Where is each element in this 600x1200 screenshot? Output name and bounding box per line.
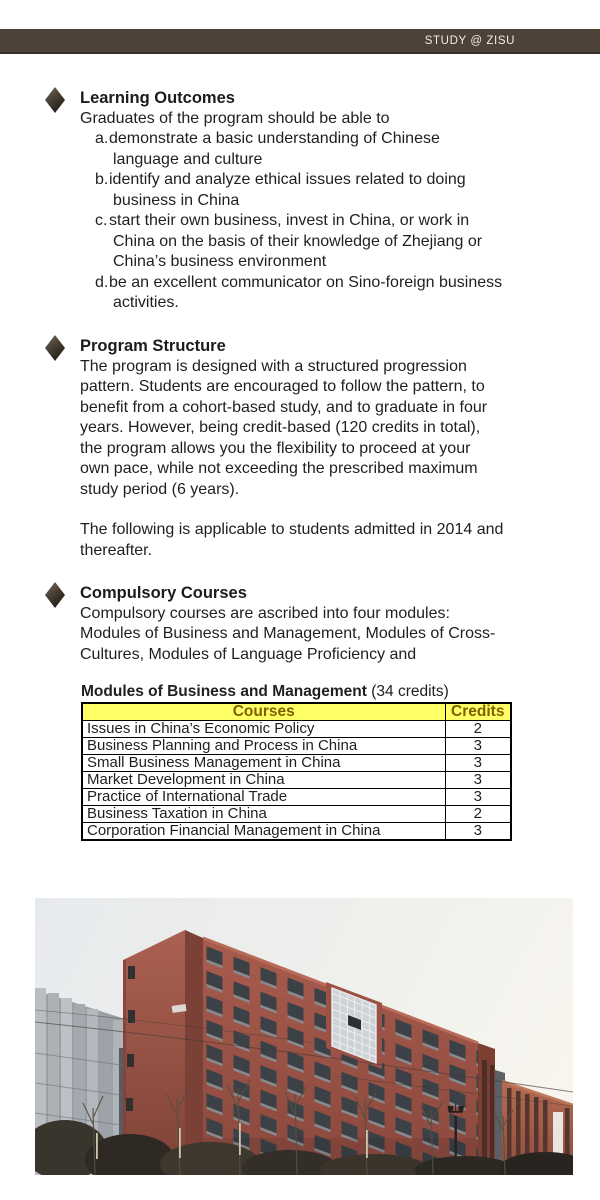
section-compulsory-courses [80, 583, 504, 665]
courses-table-block [81, 681, 511, 841]
diamond-bullet-icon [45, 335, 65, 361]
section-program-structure [80, 336, 504, 561]
course-cell: Small Business Management in China [82, 755, 445, 772]
credits-cell: 3 [445, 755, 511, 772]
table-caption: Modules of Business and Management (34 credits) [81, 683, 449, 700]
campus-photo-illustration [35, 898, 573, 1175]
course-cell: Practice of International Trade [82, 789, 445, 806]
table-row [82, 772, 511, 789]
list-item: b.identify and analyze ethical issues related to doing business in China [95, 171, 466, 209]
table-row [82, 738, 511, 755]
section-learning-outcomes [80, 88, 504, 314]
table-row [82, 823, 511, 841]
header-bar [0, 29, 600, 54]
table-row [82, 721, 511, 738]
credits-cell: 3 [445, 772, 511, 789]
diamond-bullet-icon [45, 582, 65, 608]
table-row [82, 789, 511, 806]
heading-text: Compulsory Courses [80, 584, 247, 602]
course-cell: Issues in China’s Economic Policy [82, 721, 445, 738]
credits-cell: 2 [445, 721, 511, 738]
course-cell: Business Planning and Process in China [82, 738, 445, 755]
course-cell: Corporation Financial Management in China [82, 823, 445, 841]
campus-building-photo [35, 898, 573, 1175]
list-item: a.demonstrate a basic understanding of Chinese language and culture [95, 130, 440, 168]
credits-cell: 3 [445, 789, 511, 806]
heading-text: Learning Outcomes [80, 89, 235, 107]
program-structure-paragraph: The program is designed with a structured progression pattern. Students are encouraged to follow the pattern, to benefit from a cohort-based study, and to graduate in four years. However, being credit-based (120 credits in total), the program allows you the flexibility to proceed at your own pace, while not exceeding the prescribed maximum study period (6 years). [80, 357, 488, 498]
course-cell: Business Taxation in China [82, 806, 445, 823]
learning-outcomes-intro: Graduates of the program should be able to [80, 109, 390, 127]
compulsory-courses-heading [80, 583, 504, 604]
learning-outcomes-heading [80, 88, 504, 109]
table-row [82, 806, 511, 823]
credits-cell: 3 [445, 738, 511, 755]
column-header-credits: Credits [445, 703, 511, 721]
list-item: c.start their own business, invest in China, or work in China on the basis of their knowledge of Zhejiang or China’s business environment [95, 212, 483, 270]
credits-cell: 3 [445, 823, 511, 841]
table-row [82, 755, 511, 772]
credits-cell: 2 [445, 806, 511, 823]
header-title: STUDY @ ZISU [424, 35, 515, 47]
program-structure-heading [80, 336, 504, 357]
courses-table [81, 702, 512, 841]
list-item: d.be an excellent communicator on Sino-foreign business activities. [95, 273, 503, 311]
compulsory-courses-paragraph: Compulsory courses are ascribed into four modules: Modules of Business and Management, Modules of Cross-Cultures, Modules of Language Proficiency and [80, 604, 496, 663]
column-header-courses: Courses [82, 703, 445, 721]
table-header-row [82, 703, 511, 721]
diamond-bullet-icon [45, 87, 65, 113]
course-cell: Market Development in China [82, 772, 445, 789]
heading-text: Program Structure [80, 337, 226, 355]
admission-note-paragraph: The following is applicable to students admitted in 2014 and thereafter. [80, 521, 504, 559]
